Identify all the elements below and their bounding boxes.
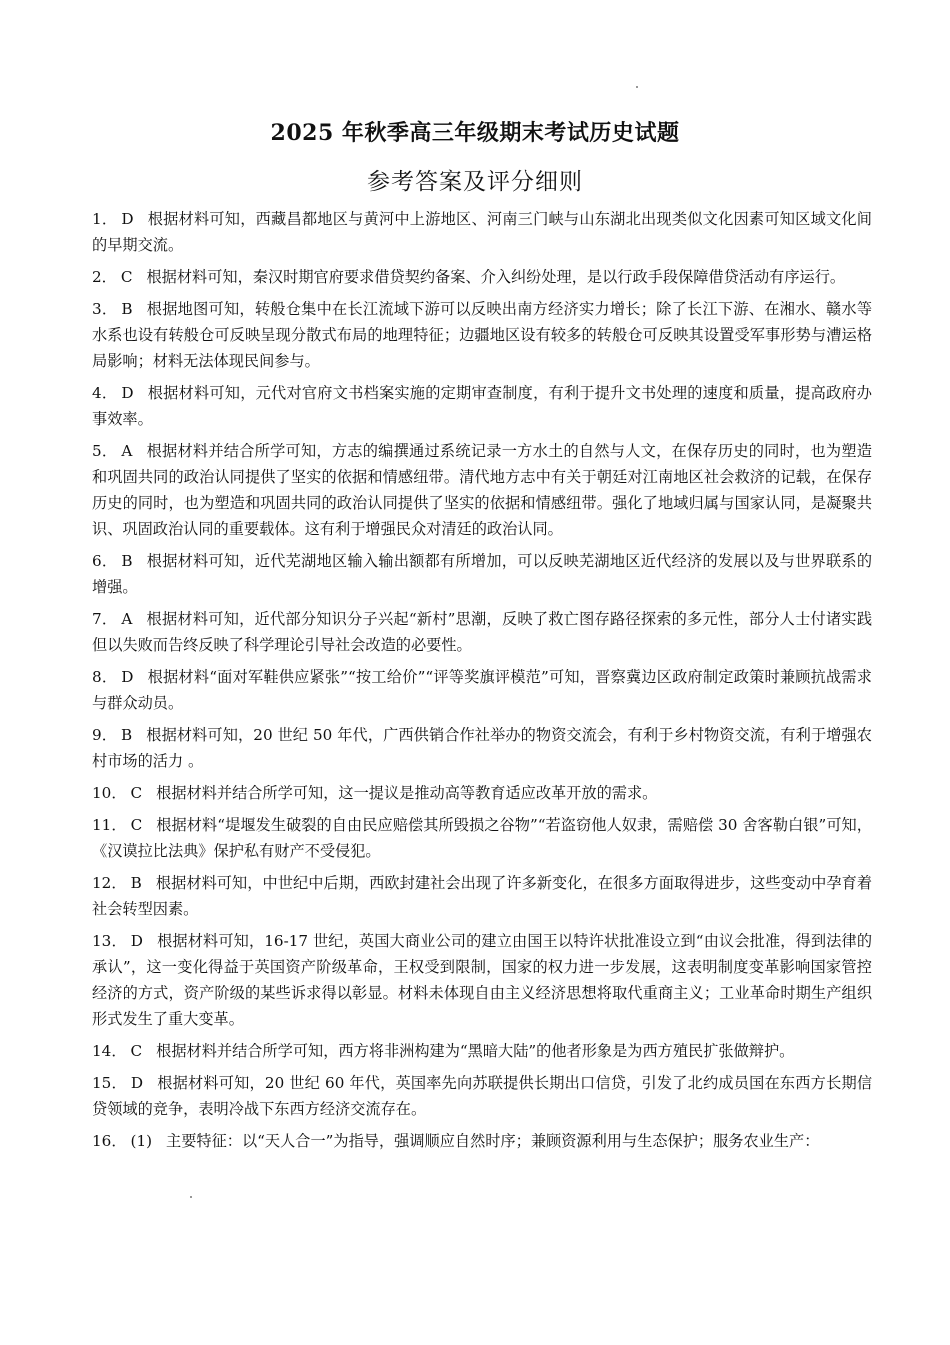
answer-choice: B [121, 726, 133, 744]
answer-item-6 [92, 548, 872, 600]
answer-number: 2． [92, 268, 117, 286]
answer-explanation: 根据材料可知，秦汉时期官府要求借贷契约备案、介入纠纷处理，是以行政手段保障借贷活动有序运行。 [146, 268, 846, 286]
answer-item-14 [92, 1038, 872, 1064]
answer-choice: D [121, 668, 134, 686]
answer-choice: C [130, 1042, 143, 1060]
answer-explanation: 根据材料“堤堰发生破裂的自由民应赔偿其所毁损之谷物”“若盗窃他人奴隶，需赔偿 30 舍客勒白银”可知，《汉谟拉比法典》保护私有财产不受侵犯。 [92, 816, 872, 860]
answer-explanation: 根据材料可知，中世纪中后期，西欧封建社会出现了许多新变化，在很多方面取得进步，这些变动中孕育着社会转型因素。 [92, 874, 873, 918]
answer-number: 4． [92, 384, 118, 402]
answer-item-3 [92, 296, 872, 374]
answer-item-16 [92, 1128, 872, 1154]
answer-explanation: 根据材料可知，20 世纪 50 年代，广西供销合作社举办的物资交流会，有利于乡村物资交流，有利于增强农村市场的活力 。 [92, 726, 872, 770]
answer-item-11 [92, 812, 872, 864]
answer-choice: D [130, 932, 143, 950]
answer-choice: D [130, 1074, 144, 1092]
answer-number: 7． [92, 610, 118, 628]
answer-choice: (1) [130, 1132, 153, 1150]
answer-explanation: 根据地图可知，转般仓集中在长江流域下游可以反映出南方经济实力增长；除了长江下游、在湘水、赣水等水系也设有转般仓可反映呈现分散式布局的地理特征；边疆地区设有较多的转般仓可反映其设置受军事形势与漕运格局影响；材料无法体现民间参与。 [92, 300, 873, 370]
answer-item-2 [92, 264, 872, 290]
answer-explanation: 根据材料可知，20 世纪 60 年代，英国率先向苏联提供长期出口信贷，引发了北约成员国在东西方长期信贷领域的竞争，表明冷战下东西方经济交流存在。 [92, 1074, 873, 1118]
answer-item-4 [92, 380, 872, 432]
answer-item-7 [92, 606, 872, 658]
answer-explanation: 根据材料可知，近代芜湖地区输入输出额都有所增加，可以反映芜湖地区近代经济的发展以及与世界联系的增强。 [92, 552, 873, 596]
answer-choice: C [130, 816, 143, 834]
answer-number: 1． [92, 210, 118, 228]
answer-item-15 [92, 1070, 872, 1122]
answer-number: 11． [92, 816, 127, 834]
answer-choice: A [121, 442, 133, 460]
answer-item-9 [92, 722, 872, 774]
answer-number: 16． [92, 1132, 127, 1150]
answer-item-5 [92, 438, 872, 542]
answer-choice: B [130, 874, 142, 892]
answer-item-8 [92, 664, 872, 716]
scan-speck [636, 86, 638, 88]
answer-explanation: 根据材料可知，西藏昌都地区与黄河中上游地区、河南三门峡与山东湖北出现类似文化因素可知区域文化间的早期交流。 [92, 210, 872, 254]
answer-item-13 [92, 928, 872, 1032]
answer-explanation: 根据材料并结合所学可知，西方将非洲构建为“黑暗大陆”的他者形象是为西方殖民扩张做辩护。 [156, 1042, 795, 1060]
answer-choice: D [121, 210, 134, 228]
answer-explanation: 根据材料可知，近代部分知识分子兴起“新村”思潮，反映了救亡图存路径探索的多元性，部分人士付诸实践但以失败而告终反映了科学理论引导社会改造的必要性。 [92, 610, 873, 654]
answer-number: 3． [92, 300, 118, 318]
answer-explanation: 根据材料可知，16-17 世纪，英国大商业公司的建立由国王以特许状批准设立到“由议会批准，得到法律的承认”，这一变化得益于英国资产阶级革命，王权受到限制，国家的权力进一步发展，这表明制度变革影响国家管控经济的方式，资产阶级的某些诉求得以彰显。材料未体现自由主义经济思想将取代重商主义；工业革命时期生产组织形式发生了重大变革。 [92, 932, 873, 1028]
page-subtitle: 参考答案及评分细则 [367, 169, 583, 195]
answer-choice: B [121, 300, 133, 318]
answer-list [92, 206, 872, 1160]
answer-number: 14． [92, 1042, 127, 1060]
answer-number: 12． [92, 874, 127, 892]
answer-choice: B [121, 552, 133, 570]
answer-explanation: 根据材料可知，元代对官府文书档案实施的定期审查制度，有利于提升文书处理的速度和质量，提高政府办事效率。 [92, 384, 872, 428]
answer-choice: D [121, 384, 134, 402]
scan-speck [190, 1196, 192, 1198]
answer-choice: C [130, 784, 143, 802]
answer-explanation: 根据材料“面对军鞋供应紧张”“按工给价”“评等奖旗评模范”可知，晋察冀边区政府制定政策时兼顾抗战需求与群众动员。 [92, 668, 872, 712]
answer-number: 13． [92, 932, 127, 950]
answer-item-12 [92, 870, 872, 922]
answer-explanation: 根据材料并结合所学可知，方志的编撰通过系统记录一方水土的自然与人文，在保存历史的同时，也为塑造和巩固共同的政治认同提供了坚实的依据和情感纽带。清代地方志中有关于朝廷对江南地区社会救济的记载，在保存历史的同时，也为塑造和巩固共同的政治认同提供了坚实的依据和情感纽带。强化了地域归属与国家认同，是凝聚共识、巩固政治认同的重要载体。这有利于增强民众对清廷的政治认同。 [92, 442, 872, 538]
page-title: 2025 年秋季高三年级期末考试历史试题 [270, 120, 680, 146]
answer-number: 8． [92, 668, 118, 686]
answer-number: 6． [92, 552, 118, 570]
answer-item-1 [92, 206, 872, 258]
answer-item-10 [92, 780, 872, 806]
answer-explanation: 根据材料并结合所学可知，这一提议是推动高等教育适应改革开放的需求。 [156, 784, 658, 802]
answer-explanation: 主要特征：以“天人合一”为指导，强调顺应自然时序；兼顾资源利用与生态保护；服务农业生产： [166, 1132, 820, 1150]
answer-number: 15． [92, 1074, 127, 1092]
answer-choice: C [120, 268, 133, 286]
answer-number: 5． [92, 442, 118, 460]
answer-choice: A [121, 610, 133, 628]
answer-number: 10． [92, 784, 127, 802]
answer-number: 9． [92, 726, 118, 744]
